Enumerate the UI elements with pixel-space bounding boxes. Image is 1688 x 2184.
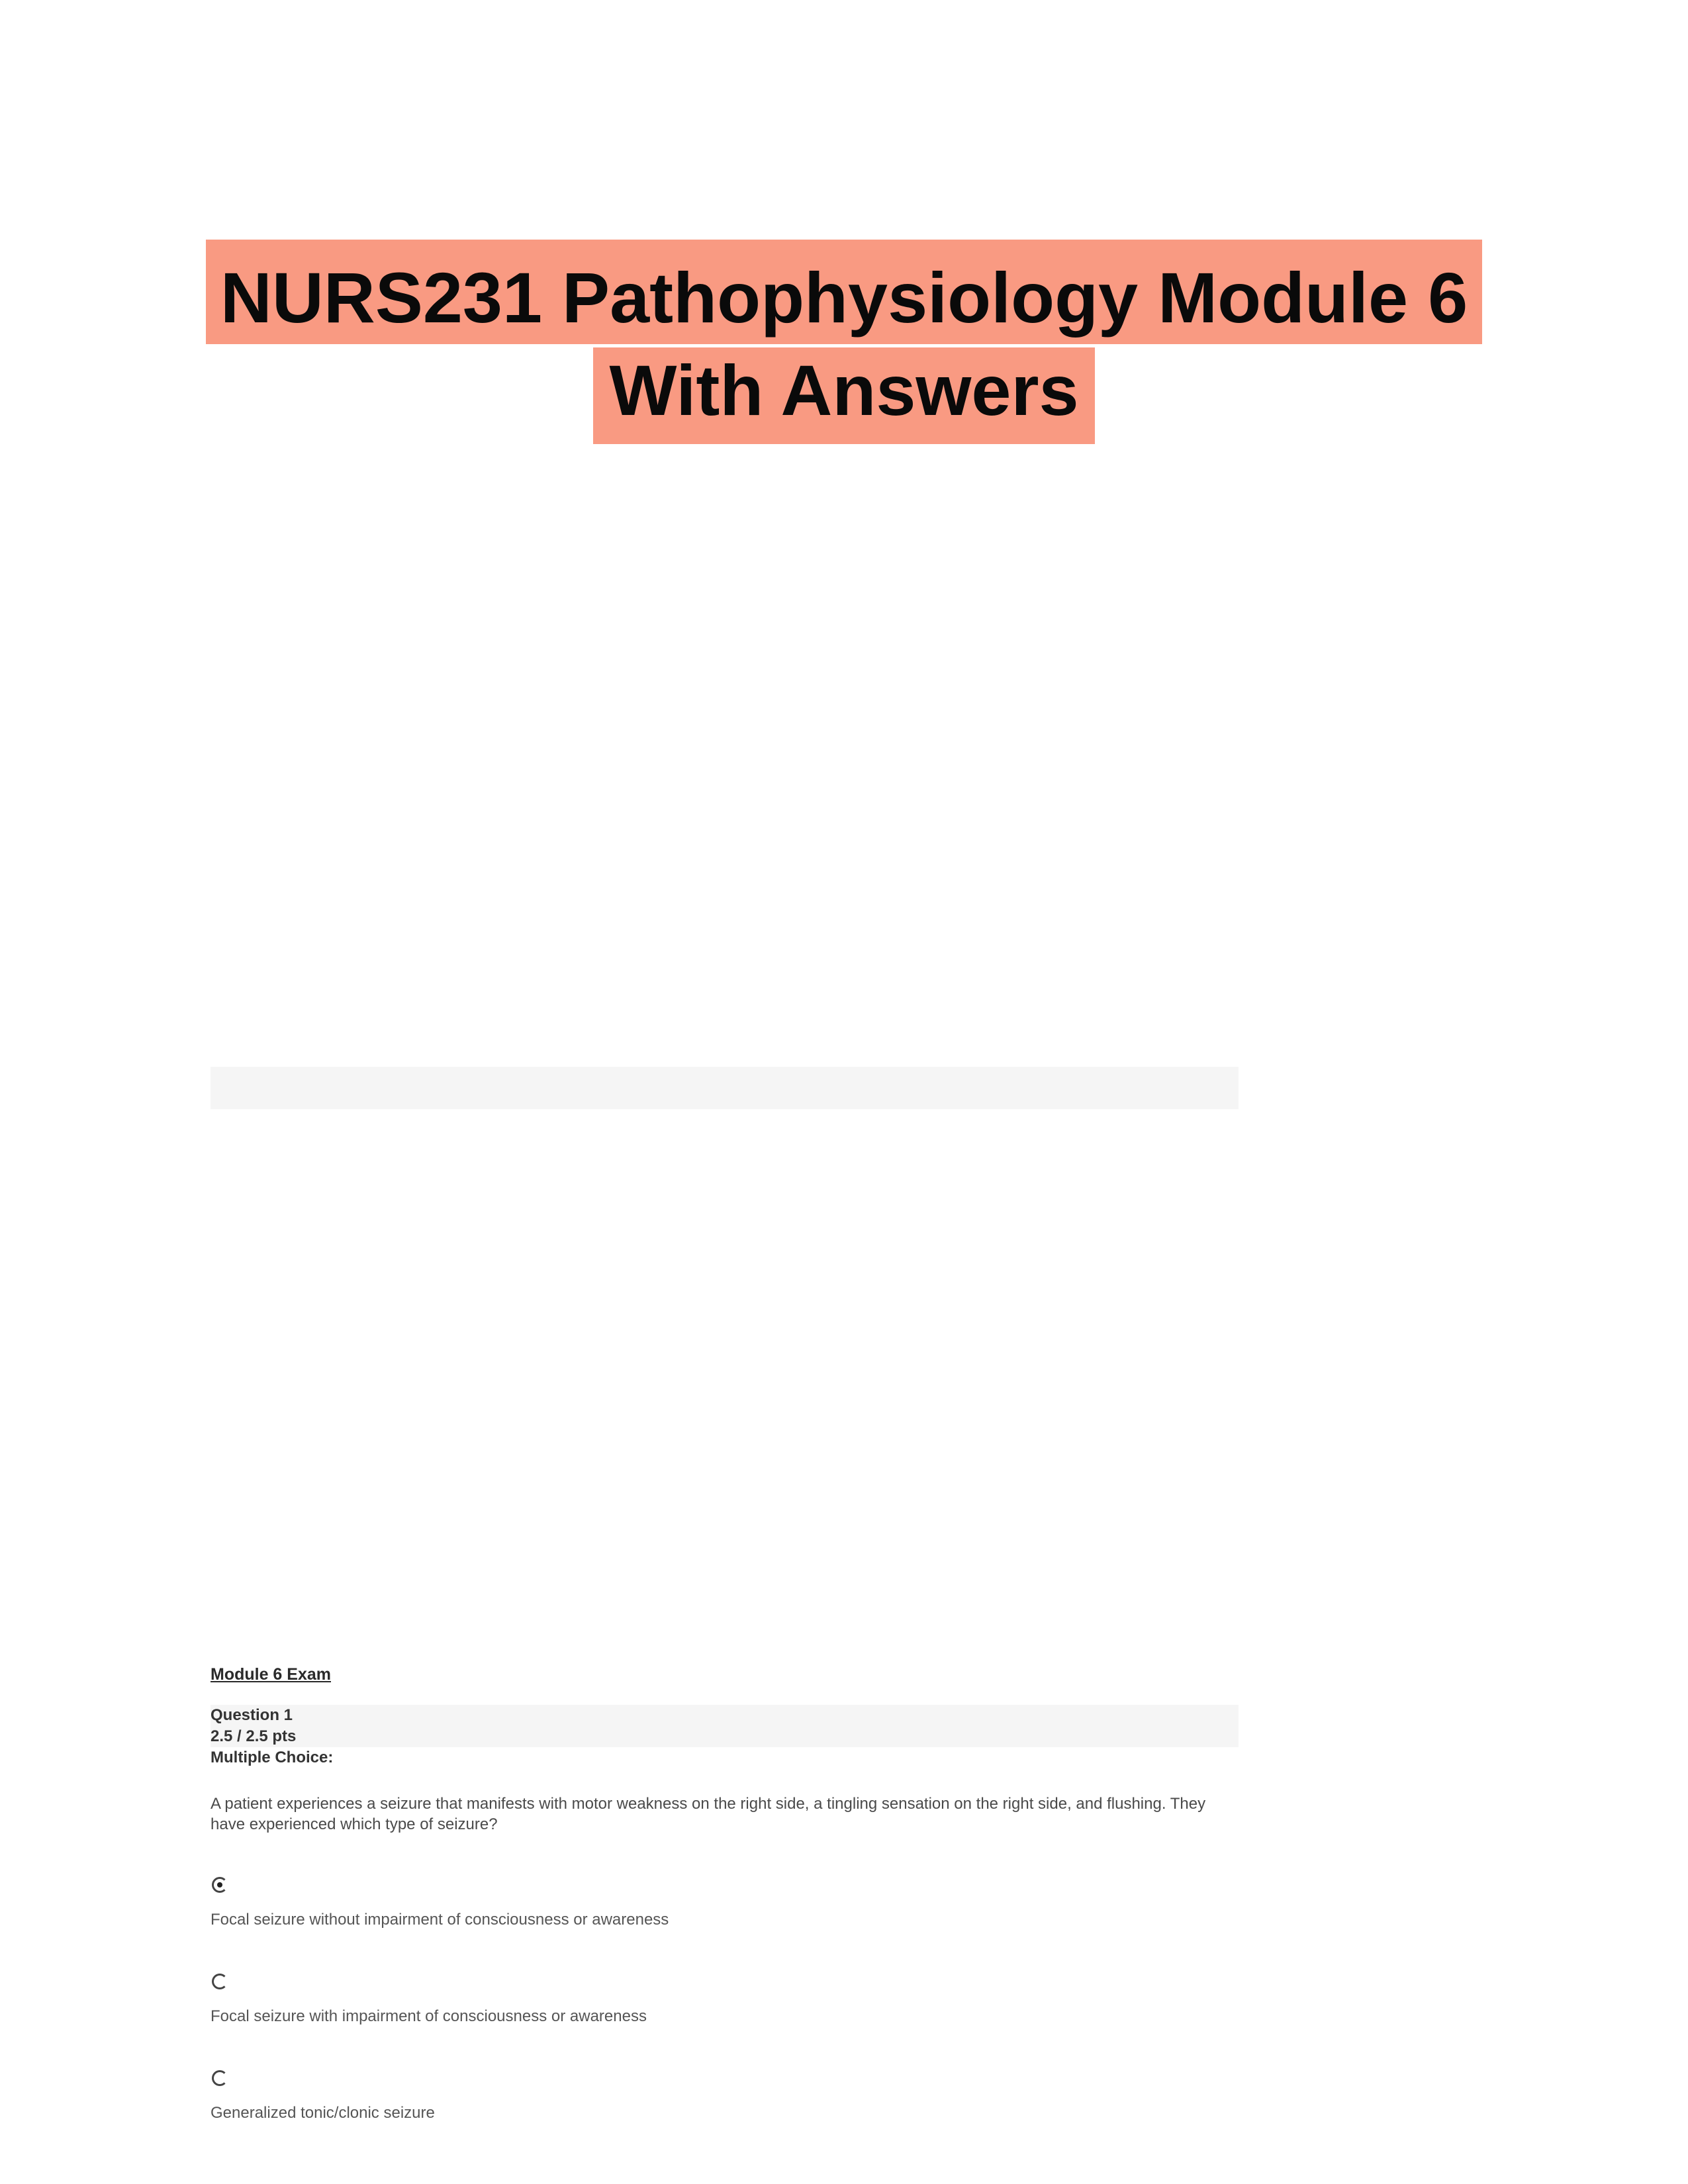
question-points: 2.5 / 2.5 pts [211, 1727, 297, 1745]
radio-unselected-icon[interactable] [212, 2070, 228, 2086]
title-line-1: NURS231 Pathophysiology Module 6 [206, 240, 1482, 344]
answer-option[interactable] [211, 1866, 1239, 1963]
question-type: Multiple Choice: [211, 1749, 334, 1766]
exam-heading: Module 6 Exam [211, 1665, 331, 1684]
answer-option[interactable] [211, 1963, 1239, 2060]
answer-options [211, 1866, 1239, 2156]
blank-header-bar [211, 1067, 1239, 1109]
radio-selected-icon[interactable] [212, 1877, 228, 1893]
question-text: A patient experiences a seizure that manifests with motor weakness on the right side, a tingling sensation on the right side, and flushing. They have experienced which type of seizure? [211, 1795, 1206, 1833]
answer-option-label: Generalized tonic/clonic seizure [211, 2104, 435, 2122]
document-title [0, 240, 1688, 444]
radio-unselected-icon[interactable] [212, 1974, 228, 1989]
answer-option-label: Focal seizure with impairment of consciousness or awareness [211, 2007, 647, 2025]
answer-option[interactable] [211, 2060, 1239, 2156]
answer-option-label: Focal seizure without impairment of consciousness or awareness [211, 1911, 669, 1929]
title-line-2: With Answers [593, 347, 1094, 444]
question-header [211, 1705, 1239, 1747]
exam-section [211, 1665, 1239, 2156]
question-number: Question 1 [211, 1706, 293, 1724]
